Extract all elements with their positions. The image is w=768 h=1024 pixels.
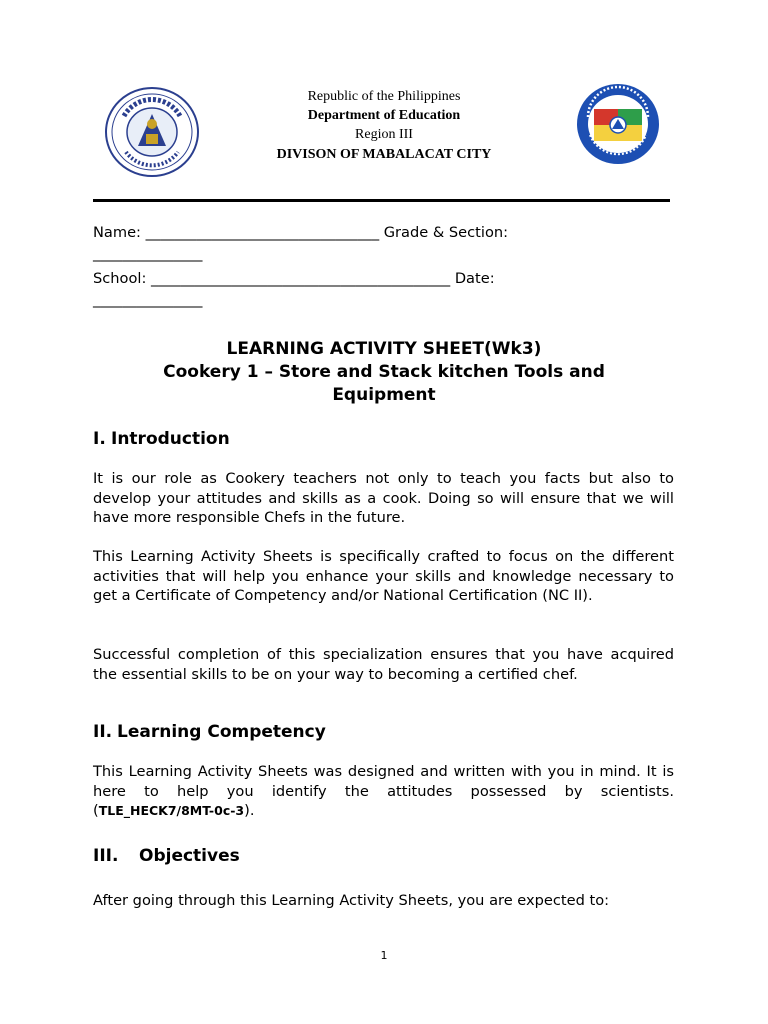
section-number: I. [93, 429, 106, 449]
section-heading-objectives [93, 845, 240, 867]
section-title: Introduction [111, 429, 230, 449]
header-region: Region III [355, 127, 413, 142]
header-division: DIVISON OF MABALACAT CITY [276, 147, 492, 162]
name-grade-field: Name: ________________________________ Grade & Section: [93, 224, 509, 241]
section-number: II. [93, 722, 113, 742]
sheet-subtitle-cont: Equipment [332, 385, 436, 405]
intro-paragraph-3: Successful completion of this specialization ensures that you have acquired the essential skills to be on your way to becoming a certified chef. [93, 646, 674, 683]
section-title: Learning Competency [117, 722, 326, 742]
section-heading-introduction [93, 428, 230, 450]
intro-paragraph-2: This Learning Activity Sheets is specifically crafted to focus on the different activities that will help you enhance your skills and knowledge necessary to get a Certificate of Competency and/or National Certification (NC II). [93, 548, 674, 604]
competency-text: This Learning Activity Sheets was designed and written with you in mind. It is here to help you identify the attitudes possessed by scientists. [93, 763, 674, 800]
competency-code: TLE_HECK7/8MT-0c-3 [98, 803, 245, 818]
header-divider [93, 199, 670, 202]
competency-code-close: ). [244, 802, 255, 819]
competency-paragraph [93, 762, 674, 821]
objectives-paragraph: After going through this Learning Activity Sheets, you are expected to: [93, 892, 610, 909]
competency-code-open: ( [93, 802, 99, 819]
header-republic: Republic of the Philippines [307, 89, 461, 104]
sheet-title: LEARNING ACTIVITY SHEET(Wk3) [226, 339, 542, 359]
header-department: Department of Education [307, 108, 461, 123]
page-number: 1 [380, 949, 388, 962]
intro-paragraph-1: It is our role as Cookery teachers not only to teach you facts but also to develop your attitudes and skills as a cook. Doing so will ensure that we will have more responsible Chefs in the future. [93, 470, 674, 526]
section-title: Objectives [139, 846, 240, 866]
date-blank: _______________ [93, 291, 203, 308]
sheet-subtitle: Cookery 1 – Store and Stack kitchen Tools and [163, 362, 605, 382]
section-number: III. [93, 846, 119, 866]
school-date-field: School: _________________________________________ Date: [93, 270, 495, 287]
section-heading-competency [93, 721, 326, 743]
grade-section-blank: _______________ [93, 245, 203, 262]
